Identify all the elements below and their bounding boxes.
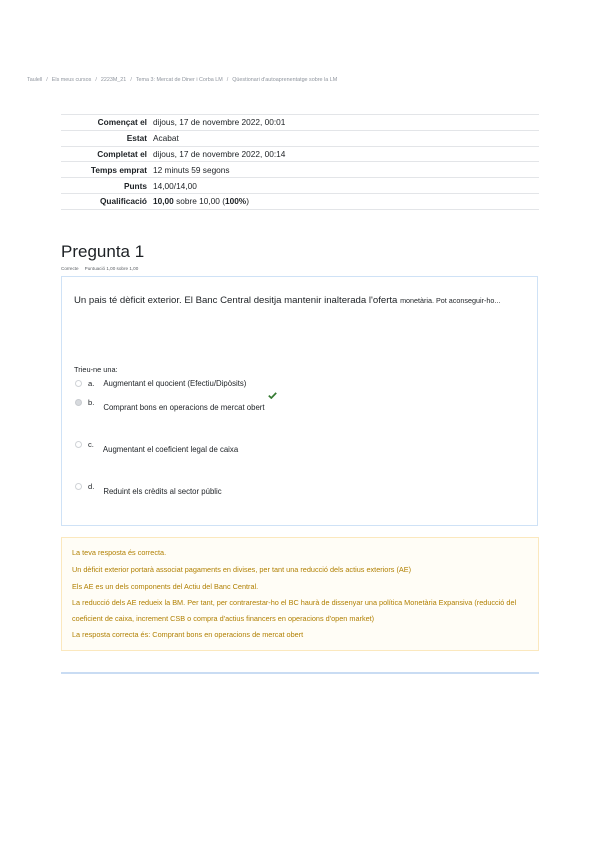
breadcrumb-separator: / (46, 77, 48, 83)
summary-value: 12 minuts 59 segons (153, 164, 230, 175)
summary-value: dijous, 17 de novembre 2022, 00:14 (153, 148, 286, 159)
breadcrumb-item-quiz[interactable]: Qüestionari d'autoaprenentatge sobre la LM (232, 77, 338, 83)
question-text-small: monetària. Pot aconseguir-ho... (400, 296, 501, 305)
grade-score: 10,00 (153, 196, 174, 207)
breadcrumb-separator: / (95, 77, 97, 83)
radio-button[interactable] (75, 399, 82, 406)
question-title: Pregunta 1 (61, 242, 145, 261)
summary-row-started (61, 115, 539, 131)
summary-label: Estat (126, 133, 147, 144)
section-divider (61, 672, 539, 674)
question-content (61, 276, 538, 526)
grade-middle: sobre 10,00 ( (173, 196, 225, 207)
question-text-main: Un pais té dèficit exterior. El Banc Central desitja mantenir inalterada l'oferta (74, 295, 401, 306)
summary-label: Completat el (97, 148, 147, 159)
summary-row-completed (61, 146, 539, 162)
answer-option-b[interactable] (75, 398, 277, 412)
summary-label: Qualificació (99, 196, 147, 207)
breadcrumb-item-my-courses[interactable]: Els meus cursos (51, 77, 92, 83)
question-text (74, 291, 529, 310)
feedback-line: Els AE es un dels components del Actiu del Banc Central. (72, 582, 259, 591)
answer-prompt: Trieu-ne una: (74, 365, 118, 374)
summary-label: Punts (123, 180, 147, 191)
feedback-line: La resposta correcta és: Comprant bons en operacions de mercat obert (72, 630, 304, 639)
summary-row-grade (61, 193, 539, 209)
grade-end: ) (246, 196, 249, 207)
summary-value: 14,00/14,00 (153, 180, 197, 191)
option-letter: c. (88, 440, 94, 449)
option-label: Comprant bons en operacions de mercat obert (103, 403, 265, 412)
question-info (61, 266, 138, 271)
option-letter: d. (88, 482, 95, 491)
feedback-panel (61, 537, 539, 651)
summary-label: Començat el (97, 117, 147, 128)
summary-row-state (61, 130, 539, 146)
grade-percent: 100% (224, 196, 247, 207)
option-label: Reduint els crèdits al sector públic (103, 487, 222, 496)
breadcrumb-item-dashboard[interactable]: Taulell (27, 77, 43, 83)
option-letter: b. (88, 398, 95, 407)
feedback-line: La reducció dels AE redueix la BM. Per tant, per contrarestar-ho el BC haurà de dissenyar una política Monetària Expansiva (reducció del coeficient de caixa, increment CSB o compra d'actius financers en operacions d'open market) (72, 598, 517, 623)
breadcrumb-separator: / (226, 77, 229, 83)
summary-value (151, 193, 539, 209)
breadcrumb (27, 77, 337, 83)
radio-button[interactable] (75, 380, 82, 387)
radio-button[interactable] (75, 441, 82, 448)
answer-option-d[interactable] (75, 482, 222, 496)
answer-option-a[interactable] (75, 379, 246, 388)
attempt-summary-table (61, 114, 539, 210)
question-state: Correcte (61, 266, 79, 271)
option-label: Augmentant el quocient (Efectiu/Dipòsits) (103, 379, 247, 388)
option-label: Augmentant el coeficient legal de caixa (102, 445, 239, 454)
radio-button[interactable] (75, 483, 82, 490)
summary-row-marks (61, 178, 539, 194)
summary-value: Acabat (153, 133, 179, 144)
check-icon (268, 392, 277, 401)
breadcrumb-item-course[interactable]: 2223M_21 (100, 77, 127, 83)
summary-label: Temps emprat (90, 164, 147, 175)
summary-row-time-taken (61, 162, 539, 178)
feedback-line: Un dèficit exterior portarà associat pagaments en divises, per tant una reducció dels actius exteriors (AE) (72, 565, 412, 574)
breadcrumb-separator: / (130, 77, 132, 83)
answer-option-c[interactable] (75, 440, 239, 454)
question-mark: Puntuació 1,00 sobre 1,00 (84, 266, 139, 271)
feedback-line: La teva resposta és correcta. (72, 548, 167, 557)
option-letter: a. (88, 379, 95, 388)
summary-value: dijous, 17 de novembre 2022, 00:01 (153, 117, 286, 128)
breadcrumb-item-topic[interactable]: Tema 3: Mercat de Diner i Corba LM (135, 77, 223, 83)
